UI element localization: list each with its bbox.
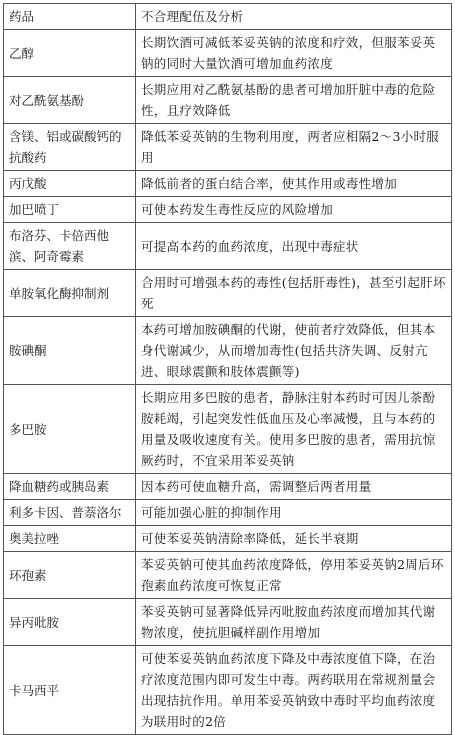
table-row <box>4 385 452 474</box>
analysis-cell: 可使苯妥英钠血药浓度下降及中毒浓度值下降，在治疗浓度范围内即可发生中毒。两药联用在常规剂量会出现拮抗作用。单用苯妥英钠致中毒时平均血药浓度为联用时的2倍 <box>136 646 452 735</box>
table-row <box>4 77 452 124</box>
drug-cell: 加巴喷丁 <box>4 197 136 223</box>
drug-cell: 异丙吡胺 <box>4 599 136 646</box>
header-drug: 药品 <box>4 4 136 30</box>
table-row <box>4 124 452 171</box>
analysis-cell: 降低苯妥英钠的生物利用度，两者应相隔2～3小时服用 <box>136 124 452 171</box>
table-row <box>4 526 452 552</box>
table-header-row <box>4 4 452 30</box>
analysis-cell: 合用时可增强本药的毒性(包括肝毒性)，甚至引起肝坏死 <box>136 270 452 317</box>
drug-cell: 卡马西平 <box>4 646 136 735</box>
table-row <box>4 474 452 500</box>
analysis-cell: 苯妥英钠可使其血药浓度降低，停用苯妥英钠2周后环孢素血药浓度可恢复正常 <box>136 552 452 599</box>
table-row <box>4 317 452 385</box>
analysis-cell: 可使本药发生毒性反应的风险增加 <box>136 197 452 223</box>
drug-cell: 胺碘酮 <box>4 317 136 385</box>
analysis-cell: 可能加强心脏的抑制作用 <box>136 500 452 526</box>
header-analysis: 不合理配伍及分析 <box>136 4 452 30</box>
drug-cell: 降血糖药或胰岛素 <box>4 474 136 500</box>
drug-cell: 奥美拉唑 <box>4 526 136 552</box>
table-row <box>4 500 452 526</box>
analysis-cell: 因本药可使血糖升高，需调整后两者用量 <box>136 474 452 500</box>
table-row <box>4 223 452 270</box>
drug-cell: 含镁、铝或碳酸钙的抗酸药 <box>4 124 136 171</box>
drug-cell: 布洛芬、卡倍西他滨、阿奇霉素 <box>4 223 136 270</box>
table-row <box>4 599 452 646</box>
drug-cell: 对乙酰氨基酚 <box>4 77 136 124</box>
table-row <box>4 646 452 735</box>
analysis-cell: 可使苯妥英钠清除率降低，延长半衰期 <box>136 526 452 552</box>
analysis-cell: 可提高本药的血药浓度，出现中毒症状 <box>136 223 452 270</box>
analysis-cell: 本药可增加胺碘酮的代谢，使前者疗效降低，但其本身代谢减少，从而增加毒性(包括共济失调、反射亢进、眼球震颤和肢体震颤等) <box>136 317 452 385</box>
drug-cell: 乙醇 <box>4 30 136 77</box>
analysis-cell: 长期应用对乙酰氨基酚的患者可增加肝脏中毒的危险性，且疗效降低 <box>136 77 452 124</box>
analysis-cell: 长期饮酒可减低苯妥英钠的浓度和疗效，但服苯妥英钠的同时大量饮酒可增加血药浓度 <box>136 30 452 77</box>
analysis-cell: 长期应用多巴胺的患者，静脉注射本药时可因儿茶酚胺耗竭，引起突发性低血压及心率减慢，且与本药的用量及吸收速度有关。使用多巴胺的患者，需用抗惊厥药时，不宜采用苯妥英钠 <box>136 385 452 474</box>
table-row <box>4 552 452 599</box>
table-row <box>4 197 452 223</box>
table-row <box>4 30 452 77</box>
table-row <box>4 171 452 197</box>
analysis-cell: 苯妥英钠可显著降低异丙吡胺血药浓度而增加其代谢物浓度，使抗胆碱样副作用增加 <box>136 599 452 646</box>
drug-cell: 环孢素 <box>4 552 136 599</box>
table-row <box>4 270 452 317</box>
drug-cell: 丙戊酸 <box>4 171 136 197</box>
drug-interaction-table <box>3 3 452 735</box>
analysis-cell: 降低前者的蛋白结合率，使其作用或毒性增加 <box>136 171 452 197</box>
drug-cell: 利多卡因、普萘洛尔 <box>4 500 136 526</box>
drug-cell: 多巴胺 <box>4 385 136 474</box>
drug-cell: 单胺氧化酶抑制剂 <box>4 270 136 317</box>
